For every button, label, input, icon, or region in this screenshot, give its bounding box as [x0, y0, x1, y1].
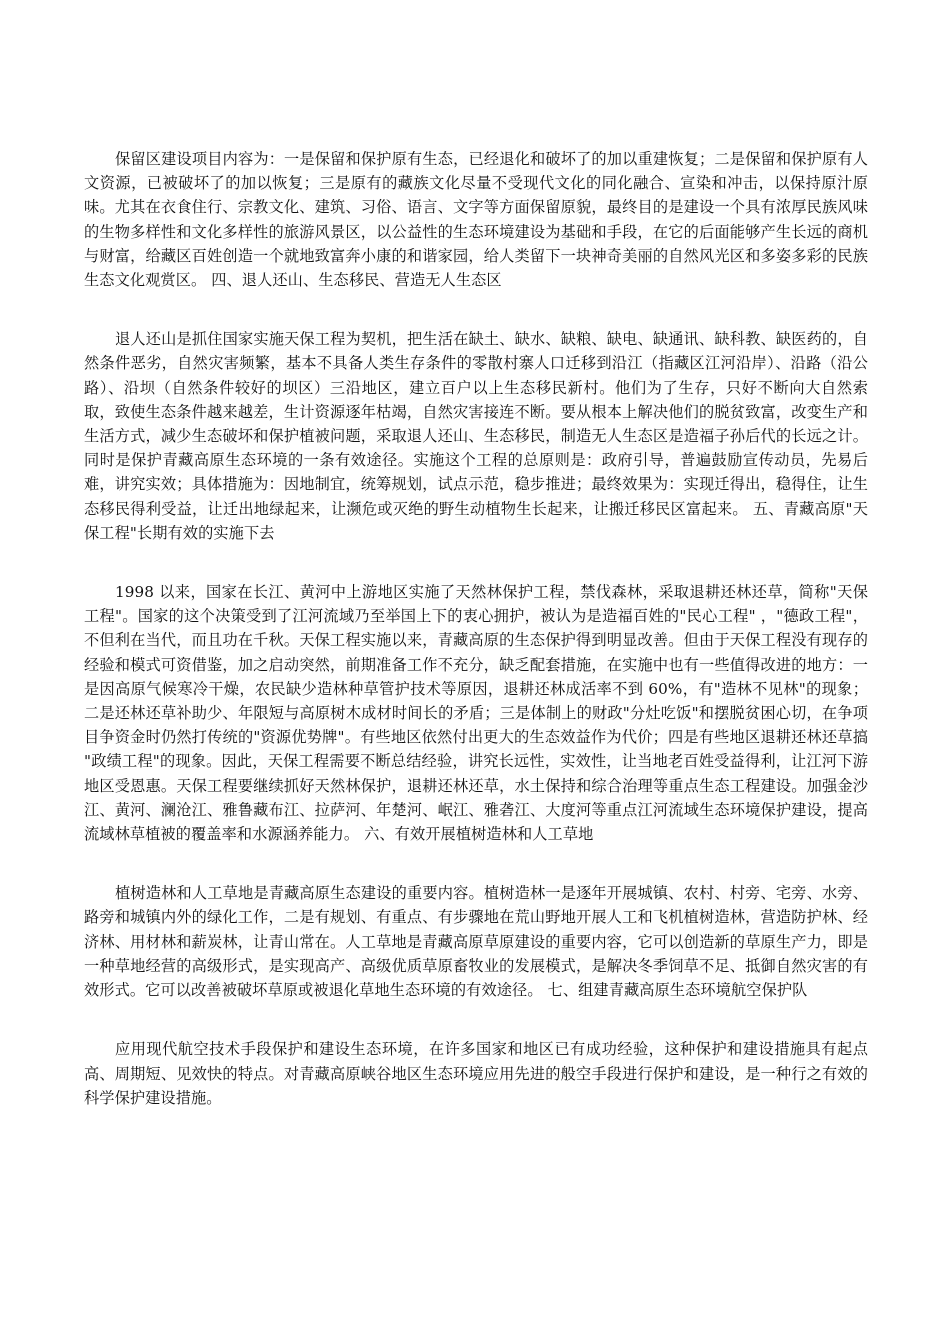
paragraph-gap	[84, 292, 868, 327]
paragraph-gap	[84, 1002, 868, 1037]
paragraph-forest-protection-project: 1998 以来，国家在长江、黄河中上游地区实施了天然林保护工程，禁伐森林，采取退耕还林还草，简称"天保工程"。国家的这个决策受到了江河流域乃至举国上下的衷心拥护，被认为是造福百姓的"民心工程" ，"德政工程"，不但利在当代，而且功在千秋。天保工程实施以来，青藏高原的生态保护得到明显改善。但由于天保工程没有现存的经验和模式可资借鉴，加之启动突然，前期准备工作不充分，缺乏配套措施，在实施中也有一些值得改进的地方：一是因高原气候寒冷干燥，农民缺少造林种草管护技术等原因，退耕还林成活率不到 60%，有"造林不见林"的现象；二是还林还草补助少、年限短与高原树木成材时间长的矛盾；三是体制上的财政"分灶吃饭"和摆脱贫困心切，在争项目争资金时仍然打传统的"资源优势牌"。有些地区依然付出更大的生态效益作为代价；四是有些地区退耕还林还草搞 "政绩工程"的现象。因此，天保工程需要不断总结经验，讲究长远性，实效性，让当地老百姓受益得利，让江河下游地区受恩惠。天保工程要继续抓好天然林保护，退耕还林还草，水土保持和综合治理等重点生态工程建设。加强金沙江、黄河、澜沧江、雅鲁藏布江、拉萨河、年楚河、岷江、雅砻江、大度河等重点江河流域生态环境保护建设，提高流域林草植被的覆盖率和水源涵养能力。 六、有效开展植树造林和人工草地	[84, 583, 868, 844]
paragraph-nature-reserve: 保留区建设项目内容为：一是保留和保护原有生态，已经退化和破坏了的加以重建恢复；二是保留和保护原有人文资源，已被破坏了的加以恢复；三是原有的藏族文化尽量不受现代文化的同化融合、宣染和冲击，以保持原汁原味。尤其在衣食住行、宗教文化、建筑、习俗、语言、文字等方面保留原貌，最终目的是建设一个具有浓厚民族风味的生物多样性和文化多样性的旅游风景区，以公益性的生态环境建设为基础和手段，在它的后面能够产生长远的商机与财富，给藏区百姓创造一个就地致富奔小康的和谐家园，给人类留下一块神奇美丽的自然风光区和多姿多彩的民族生态文化观赏区。 四、退人还山、生态移民、营造无人生态区	[84, 150, 868, 290]
paragraph-gap	[84, 545, 868, 580]
document-page	[84, 147, 868, 1110]
paragraph-ecological-migration: 退人还山是抓住国家实施天保工程为契机，把生活在缺土、缺水、缺粮、缺电、缺通讯、缺科教、缺医药的，自然条件恶劣，自然灾害频繁，基本不具备人类生存条件的零散村寨人口迁移到沿江（指藏区江河沿岸）、沿路（沿公路）、沿坝（自然条件较好的坝区）三沿地区，建立百户以上生态移民新村。他们为了生存，只好不断向大自然索取，致使生态条件越来越差，生计资源逐年枯竭，自然灾害接连不断。要从根本上解决他们的脱贫致富，改变生产和生活方式，减少生态破坏和保护植被问题，采取退人还山、生态移民，制造无人生态区是造福子孙后代的长远之计。同时是保护青藏高原生态环境的一条有效途径。实施这个工程的总原则是：政府引导，普遍鼓励宣传动员，先易后难，讲究实效；具体措施为：因地制宜，统筹规划，试点示范，稳步推进；最终效果为：实现迁得出，稳得住，让生态移民得利受益，让迁出地绿起来，让濒危或灭绝的野生动植物生长起来，让搬迁移民区富起来。 五、青藏高原"天保工程"长期有效的实施下去	[84, 330, 868, 542]
paragraph-aviation-protection: 应用现代航空技术手段保护和建设生态环境，在许多国家和地区已有成功经验，这种保护和建设措施具有起点高、周期短、见效快的特点。对青藏高原峡谷地区生态环境应用先进的般空手段进行保护和建设，是一种行之有效的科学保护建设措施。	[84, 1040, 868, 1107]
paragraph-afforestation-grassland: 植树造林和人工草地是青藏高原生态建设的重要内容。植树造林一是逐年开展城镇、农村、村旁、宅旁、水旁、路旁和城镇内外的绿化工作，二是有规划、有重点、有步骤地在荒山野地开展人工和飞机植树造林，营造防护林、经济林、用材林和薪炭林，让青山常在。人工草地是青藏高原草原建设的重要内容，它可以创造新的草原生产力，即是一种草地经营的高级形式，是实现高产、高级优质草原畜牧业的发展模式，是解决冬季饲草不足、抵御自然灾害的有效形式。它可以改善被破坏草原或被退化草地生态环境的有效途径。 七、组建青藏高原生态环境航空保护队	[84, 884, 868, 1000]
paragraph-gap	[84, 846, 868, 881]
